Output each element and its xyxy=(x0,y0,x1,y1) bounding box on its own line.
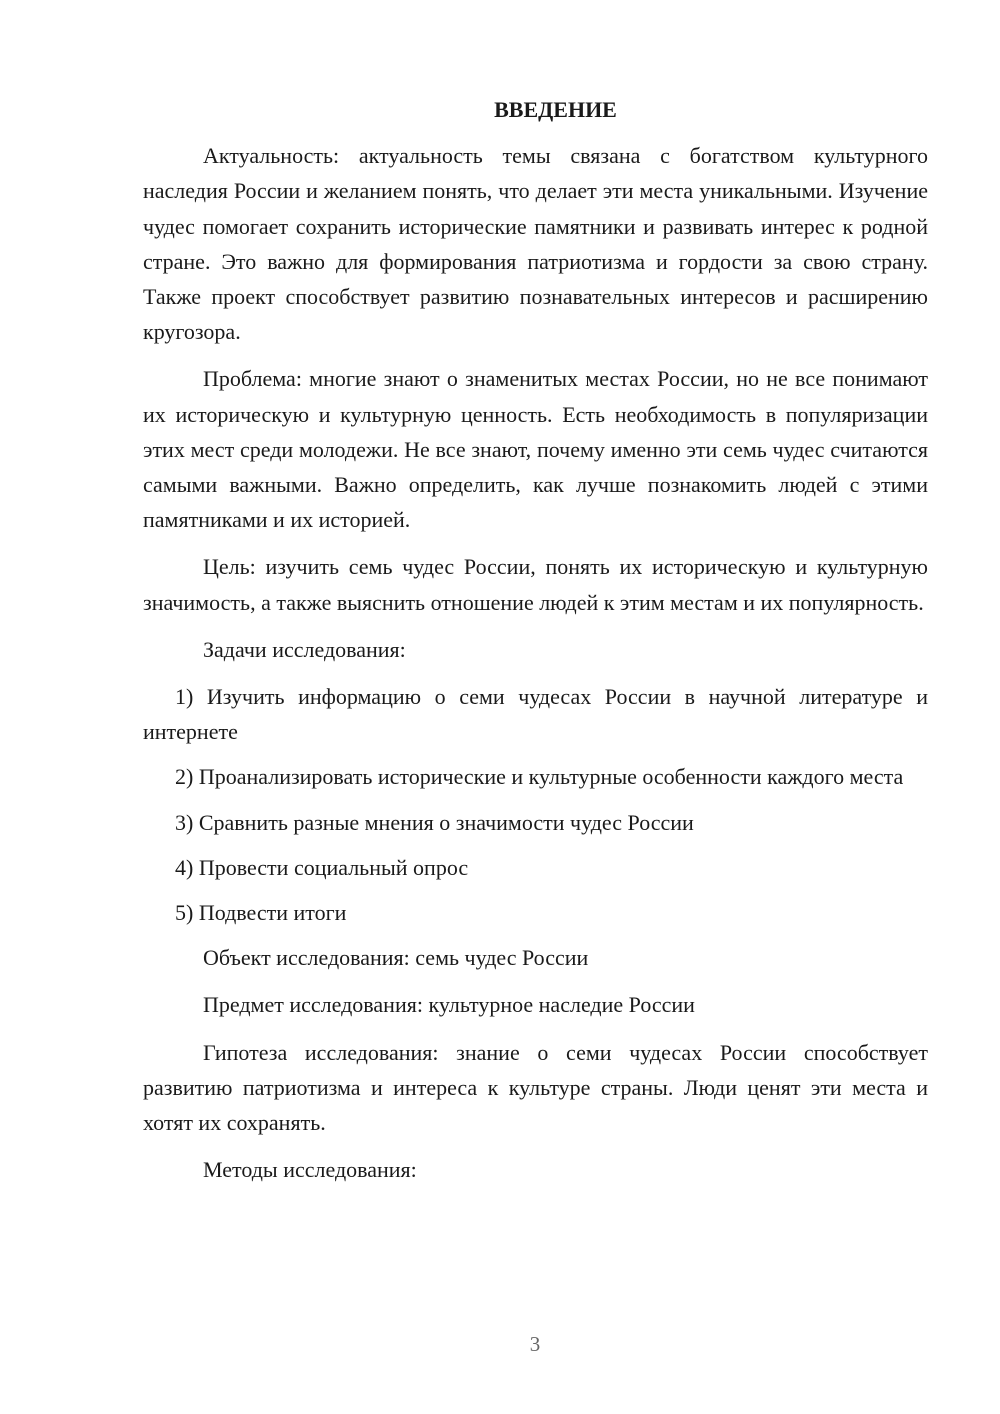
task-item: 1) Изучить информацию о семи чудесах России в научной литературе и интернете xyxy=(143,684,928,745)
relevance-paragraph: Актуальность: актуальность темы связана с богатством культурного наследия России и желанием понять, что делает эти места уникальными. Изучение чудес помогает сохранить исторические памятники и развивать интерес к родной стране. Это важно для формирования патриотизма и гордости за свою страну. Также проект способствует развитию познавательных интересов и расширению кругозора. xyxy=(143,143,928,345)
page-number: 3 xyxy=(529,1332,541,1356)
goal-paragraph: Цель: изучить семь чудес России, понять их историческую и культурную значимость, а также выяснить отношение людей к этим местам и их популярность. xyxy=(143,554,928,615)
section-title: ВВЕДЕНИЕ xyxy=(494,97,617,122)
hypothesis-paragraph: Гипотеза исследования: знание о семи чудесах России способствует развитию патриотизма и интереса к культуре страны. Люди ценят эти места и хотят их сохранять. xyxy=(143,1039,928,1136)
task-item: 3) Сравнить разные мнения о значимости чудес России xyxy=(175,809,694,835)
object-paragraph: Объект исследования: семь чудес России xyxy=(203,945,589,971)
task-item: 2) Проанализировать исторические и культурные особенности каждого места xyxy=(175,764,904,790)
methods-heading: Методы исследования: xyxy=(203,1157,417,1183)
task-item: 4) Провести социальный опрос xyxy=(175,854,469,880)
problem-paragraph: Проблема: многие знают о знаменитых местах России, но не все понимают их историческую и культурную ценность. Есть необходимость в популяризации этих мест среди молодежи. Не все знают, почему именно эти семь чудес считаются самыми важными. Важно определить, как лучше познакомить людей с этими памятниками и их историей. xyxy=(143,366,928,533)
subject-paragraph: Предмет исследования: культурное наследие России xyxy=(203,992,695,1018)
document-body xyxy=(143,92,928,1199)
task-item: 5) Подвести итоги xyxy=(175,900,347,926)
tasks-heading: Задачи исследования: xyxy=(203,636,406,662)
